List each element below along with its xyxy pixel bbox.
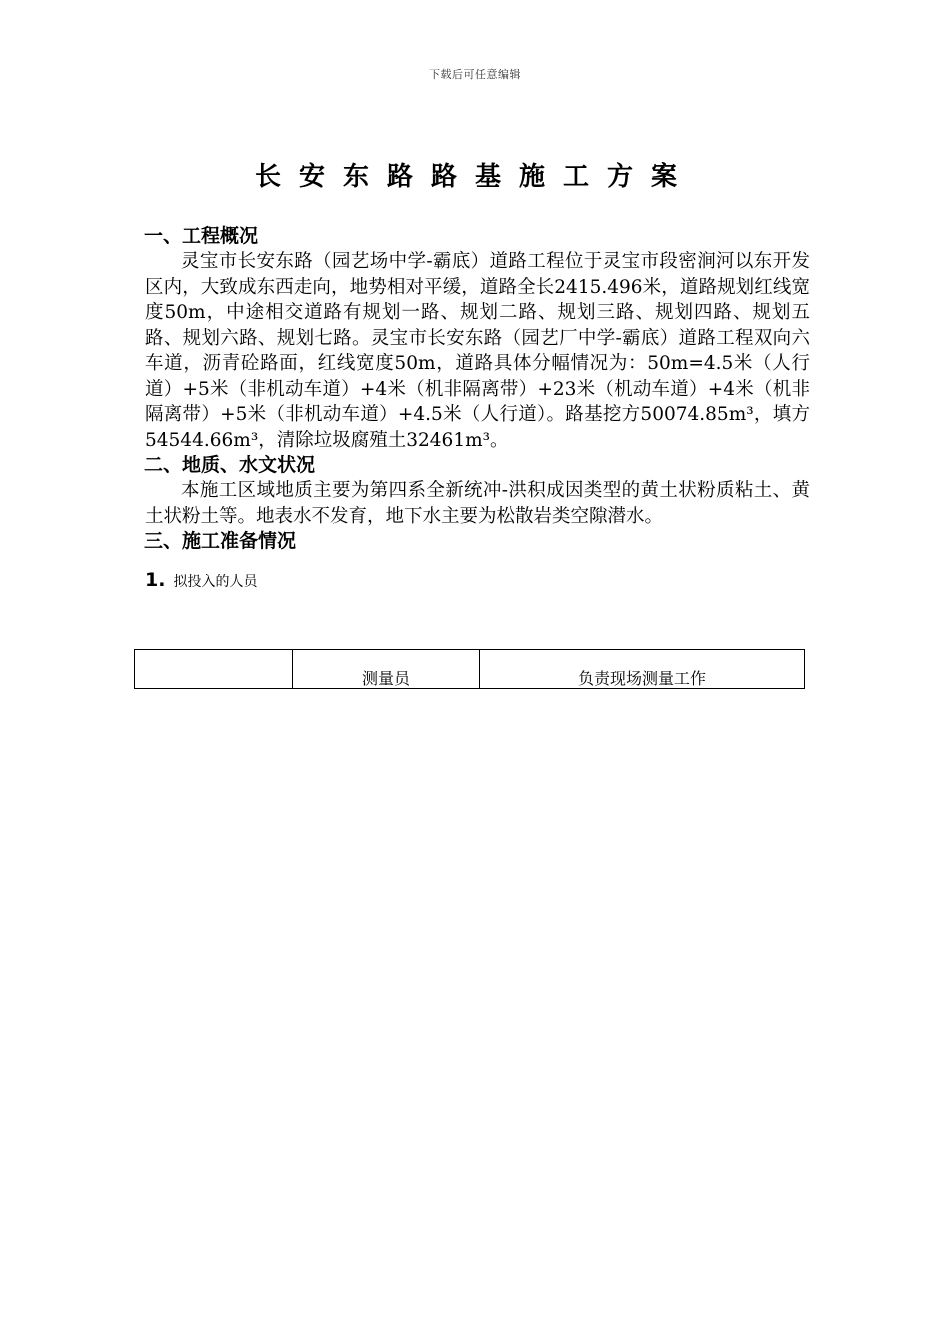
- subsection-number: 1.: [145, 569, 166, 591]
- header-note: 下载后可任意编辑: [429, 68, 521, 81]
- table-cell-duty: 负责现场测量工作: [480, 650, 805, 689]
- section-heading-preparation: 三、施工准备情况: [144, 530, 297, 552]
- subsection-heading: [145, 568, 810, 594]
- section-paragraph-geology: 本施工区域地质主要为第四系全新统冲-洪积成因类型的黄土状粉质粘土、黄土状粉土等。地表水不发育，地下水主要为松散岩类空隙潜水。: [145, 480, 810, 527]
- document-title: 长安东路路基施工方案: [254, 162, 695, 192]
- document-body: [145, 224, 810, 594]
- table-row: [135, 650, 805, 689]
- table-cell: [135, 650, 293, 689]
- section-heading-geology: 二、地质、水文状况: [144, 454, 316, 476]
- section-paragraph-overview: 灵宝市长安东路（园艺场中学-霸底）道路工程位于灵宝市段密涧河以东开发区内，大致成东西走向，地势相对平缓，道路全长2415.496米，道路规划红线宽度50m，中途相交道路有规划一路、规划二路、规划三路、规划四路、规划五路、规划六路、规划七路。灵宝市长安东路（园艺厂中学-霸底）道路工程双向六车道，沥青砼路面，红线宽度50m，道路具体分幅情况为：50m=4.5米（人行道）+5米（非机动车道）+4米（机非隔离带）+23米（机动车道）+4米（机非隔离带）+5米（非机动车道）+4.5米（人行道）。路基挖方50074.85m³，填方54544.66m³，清除垃圾腐殖土32461m³。: [145, 251, 810, 451]
- section-heading-overview: 一、工程概况: [144, 225, 259, 247]
- table-cell-role: 测量员: [293, 650, 480, 689]
- subsection-label: 拟投入的人员: [173, 574, 258, 590]
- staff-table: [134, 649, 805, 689]
